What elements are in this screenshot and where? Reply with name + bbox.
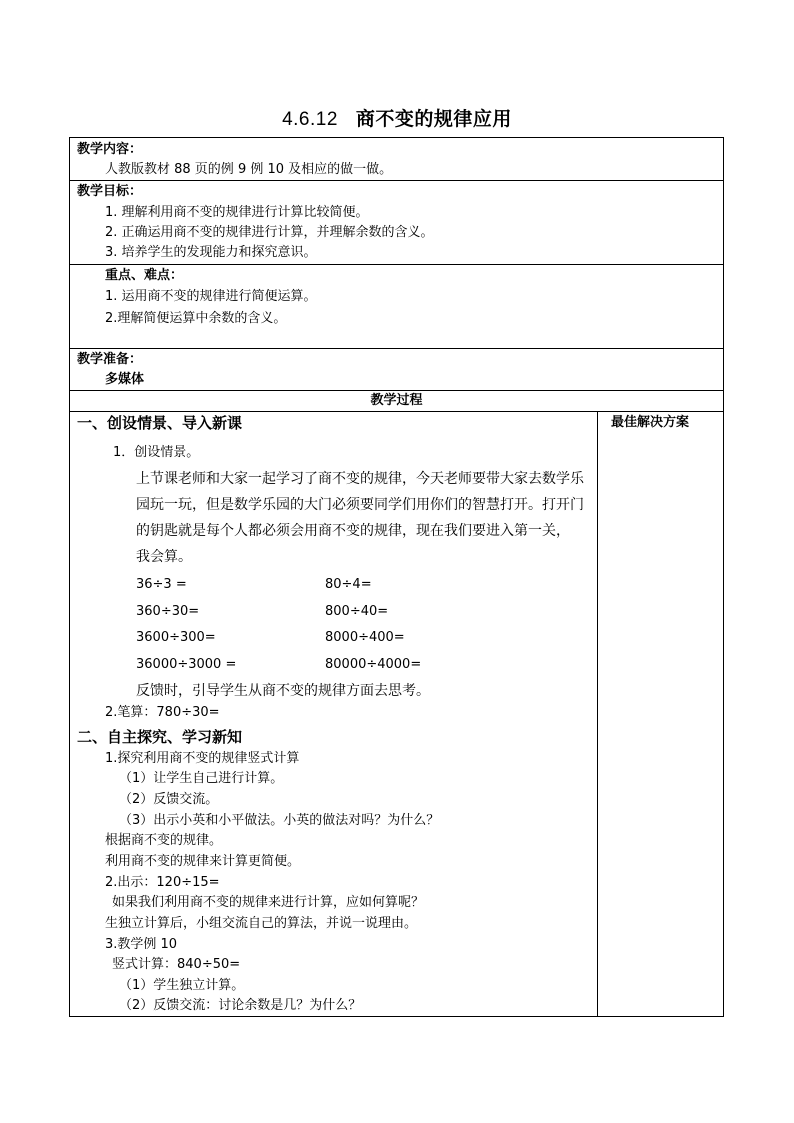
section1-heading: 一、创设情景、导入新课: [77, 414, 243, 432]
goal-item: 2. 正确运用商不变的规律进行计算，并理解余数的含义。: [105, 225, 434, 240]
content-text: 人教版教材 88 页的例 9 例 10 及相应的做一做。: [105, 162, 393, 177]
goals-label: 教学目标：: [77, 184, 143, 199]
column-divider: [597, 412, 598, 1016]
section1-sub2: 2.笔算：780÷30=: [105, 705, 220, 720]
row-divider: [70, 390, 723, 391]
title-number: 4.6.12: [282, 109, 338, 130]
section2-line: 根据商不变的规律。: [105, 833, 223, 848]
page-title: [0, 104, 794, 131]
content-label: 教学内容：: [77, 142, 143, 157]
section2-line: 如果我们利用商不变的规律来进行计算，应如何算呢？: [112, 895, 425, 910]
prep-text: 多媒体: [105, 372, 145, 387]
section2-heading: 二、自主探究、学习新知: [77, 728, 243, 746]
expr-right: 8000÷400=: [325, 630, 405, 645]
goal-item: 3. 培养学生的发现能力和探究意识。: [105, 245, 317, 260]
expr-left: 360÷30=: [136, 604, 200, 619]
key-item: 2.理解简便运算中余数的含义。: [105, 311, 287, 326]
key-item: 1. 运用商不变的规律进行简便运算。: [105, 289, 317, 304]
expr-right: 800÷40=: [325, 604, 389, 619]
section2-line: 竖式计算：840÷50=: [112, 957, 241, 972]
key-label: 重点、难点：: [105, 268, 184, 283]
row-divider: [70, 264, 723, 265]
section2-line: （2）反馈交流。: [119, 792, 219, 807]
prep-label: 教学准备：: [77, 352, 143, 367]
section2-line: （1）学生独立计算。: [119, 978, 245, 993]
expr-left: 36000÷3000 =: [136, 657, 237, 672]
section1-paragraph-line: 园玩一玩，但是数学乐园的大门必须要同学们用你们的智慧打开。打开门: [136, 497, 584, 513]
section2-line: （2）反馈交流：讨论余数是几？为什么？: [119, 998, 362, 1013]
expr-right: 80÷4=: [325, 577, 372, 592]
section2-line: 利用商不变的规律来计算更简便。: [105, 854, 301, 869]
row-divider: [70, 411, 723, 412]
section2-line: （1）让学生自己进行计算。: [119, 771, 284, 786]
expr-left: 36÷3 =: [136, 577, 187, 592]
section2-line: 1.探究利用商不变的规律竖式计算: [105, 751, 300, 766]
section2-line: 3.教学例 10: [105, 937, 178, 952]
section1-paragraph-line: 上节课老师和大家一起学习了商不变的规律，今天老师要带大家去数学乐: [136, 471, 584, 487]
section1-feedback: 反馈时，引导学生从商不变的规律方面去思考。: [136, 683, 430, 699]
side-header: 最佳解决方案: [611, 415, 690, 430]
section2-line: 2.出示：120÷15=: [105, 875, 220, 890]
section2-line: （3）出示小英和小平做法。小英的做法对吗？为什么？: [119, 813, 440, 828]
goal-item: 1. 理解利用商不变的规律进行计算比较简便。: [105, 205, 369, 220]
title-text: 商不变的规律应用: [355, 108, 512, 130]
section1-paragraph-line: 我会算。: [136, 549, 192, 565]
expr-right: 80000÷4000=: [325, 657, 422, 672]
lesson-table: [69, 137, 724, 1017]
section2-line: 生独立计算后，小组交流自己的算法，并说一说理由。: [105, 916, 418, 931]
row-divider: [70, 348, 723, 349]
process-header: 教学过程: [370, 393, 423, 408]
row-divider: [70, 180, 723, 181]
section1-sub1: 1．创设情景。: [113, 445, 200, 460]
section1-paragraph-line: 的钥匙就是每个人都必须会用商不变的规律，现在我们要进入第一关，: [136, 523, 570, 539]
expr-left: 3600÷300=: [136, 630, 216, 645]
